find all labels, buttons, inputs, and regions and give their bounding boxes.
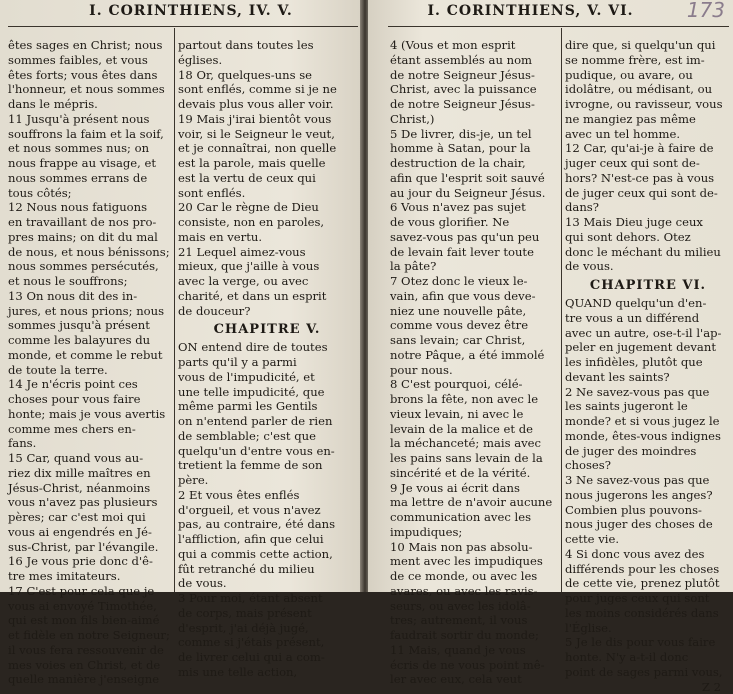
text-line: point de sages parmi vous,	[565, 665, 731, 680]
text-line: fans.	[8, 436, 173, 451]
text-line: 4 (Vous et mon esprit	[390, 38, 562, 53]
text-line: l'affliction, afin que celui	[178, 532, 356, 547]
text-line: levain de la malice et de	[390, 422, 562, 437]
text-line: tre mes imitateurs.	[8, 569, 173, 584]
text-line: sans levain; car Christ,	[390, 333, 562, 348]
text-line: comme vous devez être	[390, 318, 562, 333]
left-page-header: I. CORINTHIENS, IV. V.	[20, 3, 362, 19]
text-line: nous frappe au visage, et	[8, 156, 173, 171]
right-page	[368, 0, 733, 592]
text-line: ivrogne, ou ravisseur, vous	[565, 97, 731, 112]
text-line: 9 Je vous ai écrit dans	[390, 481, 562, 496]
text-line: monde? et si vous jugez le	[565, 414, 731, 429]
text-line: sommes jusqu'à présent	[8, 318, 173, 333]
right-page-column-1	[390, 38, 562, 687]
text-line: les pains sans levain de la	[390, 451, 562, 466]
text-line: idolâtre, ou médisant, ou	[565, 82, 731, 97]
text-line: vous de l'impudicité, et	[178, 370, 356, 385]
text-line: 2 Ne savez-vous pas que	[565, 385, 731, 400]
text-line: avares, ou avec les ravis-	[390, 584, 562, 599]
header-rule	[8, 26, 358, 27]
text-line: on n'entend parler de rien	[178, 414, 356, 429]
text-line: en travaillant de nos pro-	[8, 215, 173, 230]
text-line: qui a commis cette action,	[178, 547, 356, 562]
text-line: 5 De livrer, dis-je, un tel	[390, 127, 562, 142]
text-line: de levain fait lever toute	[390, 245, 562, 260]
text-line: vieux levain, ni avec le	[390, 407, 562, 422]
text-line: de semblable; c'est que	[178, 429, 356, 444]
text-line: d'orgueil, et vous n'avez	[178, 503, 356, 518]
text-line: 19 Mais j'irai bientôt vous	[178, 112, 356, 127]
text-line: dire que, si quelqu'un qui	[565, 38, 731, 53]
text-line: avec la verge, ou avec	[178, 274, 356, 289]
text-line: honte; mais je vous avertis	[8, 407, 173, 422]
text-line: quelle manière j'enseigne	[8, 672, 173, 687]
text-line: devant les saints?	[565, 370, 731, 385]
text-line: 12 Nous nous fatiguons	[8, 200, 173, 215]
text-line: pres mains; on dit du mal	[8, 230, 173, 245]
text-line: qui sont dehors. Otez	[565, 230, 731, 245]
text-line: sont enflés.	[178, 186, 356, 201]
text-line: QUAND quelqu'un d'en-	[565, 296, 731, 311]
text-line: afin que l'esprit soit sauvé	[390, 171, 562, 186]
text-line: comme si j'étais présent,	[178, 635, 356, 650]
text-line: consiste, non en paroles,	[178, 215, 356, 230]
chapter-title: CHAPITRE V.	[178, 318, 356, 340]
text-line: ne mangiez pas même	[565, 112, 731, 127]
text-line: 18 Or, quelques-uns se	[178, 68, 356, 83]
text-line: les infidèles, plutôt que	[565, 355, 731, 370]
text-line: peler en jugement devant	[565, 340, 731, 355]
text-line: tres; autrement, il vous	[390, 613, 562, 628]
text-line: de toute la terre.	[8, 363, 173, 378]
text-line: tretient la femme de son	[178, 458, 356, 473]
text-line: qui est mon fils bien-aimé	[8, 613, 173, 628]
text-line: églises.	[178, 53, 356, 68]
text-line: Combien plus pouvons-	[565, 503, 731, 518]
text-line: 21 Lequel aimez-vous	[178, 245, 356, 260]
text-line: l'Église.	[565, 621, 731, 636]
text-line: la méchanceté; mais avec	[390, 436, 562, 451]
text-line: de juger ceux qui sont de-	[565, 186, 731, 201]
text-line: dans?	[565, 200, 731, 215]
text-line: voir, si le Seigneur le veut,	[178, 127, 356, 142]
text-line: choses pour vous faire	[8, 392, 173, 407]
text-line: niez une nouvelle pâte,	[390, 304, 562, 319]
text-line: homme à Satan, pour la	[390, 141, 562, 156]
text-line: mais en vertu.	[178, 230, 356, 245]
text-line: de cette vie, prenez plutôt	[565, 576, 731, 591]
text-line: la pâte?	[390, 259, 562, 274]
text-line: pères; car c'est moi qui	[8, 510, 173, 525]
text-line: et fidèle en notre Seigneur;	[8, 628, 173, 643]
handwritten-page-number: 173	[687, 0, 725, 22]
text-line: ler avec eux, cela veut	[390, 672, 562, 687]
text-line: 3 Pour moi, étant absent	[178, 591, 356, 606]
text-line: est la parole, mais quelle	[178, 156, 356, 171]
text-line: Jésus-Christ, néanmoins	[8, 481, 173, 496]
text-line: 12 Car, qu'ai-je à faire de	[565, 141, 731, 156]
text-line: monde, êtes-vous indignes	[565, 429, 731, 444]
text-line: et nous le souffrons;	[8, 274, 173, 289]
text-line: et je connaîtrai, non quelle	[178, 141, 356, 156]
text-line: pour juges ceux qui sont	[565, 591, 731, 606]
text-line: de vous.	[565, 259, 731, 274]
text-line: mes voies en Christ, et de	[8, 658, 173, 673]
text-line: notre Pâque, a été immolé	[390, 348, 562, 363]
text-line: 5 Je le dis pour vous faire	[565, 635, 731, 650]
text-line: sincérité et de la vérité.	[390, 466, 562, 481]
text-line: d'esprit, j'ai déjà jugé,	[178, 621, 356, 636]
text-line: nous juger des choses de	[565, 517, 731, 532]
text-line: il vous fera ressouvenir de	[8, 643, 173, 658]
text-line: monde, et comme le rebut	[8, 348, 173, 363]
text-line: devais plus vous aller voir.	[178, 97, 356, 112]
text-line: 3 Ne savez-vous pas que	[565, 473, 731, 488]
text-line: une telle impudicité, que	[178, 385, 356, 400]
text-line: vain, afin que vous deve-	[390, 289, 562, 304]
text-line: 6 Vous n'avez pas sujet	[390, 200, 562, 215]
text-line: fût retranché du milieu	[178, 562, 356, 577]
signature-mark: Z 2	[565, 680, 731, 694]
text-line: sommes faibles, et vous	[8, 53, 173, 68]
text-line: 8 C'est pourquoi, célé-	[390, 377, 562, 392]
text-line: de corps, mais présent	[178, 606, 356, 621]
text-line: ment avec les impudiques	[390, 554, 562, 569]
text-line: 11 Jusqu'à présent nous	[8, 112, 173, 127]
text-line: souffrons la faim et la soif,	[8, 127, 173, 142]
text-line: tous côtés;	[8, 186, 173, 201]
text-line: 14 Je n'écris point ces	[8, 377, 173, 392]
text-line: jures, et nous prions; nous	[8, 304, 173, 319]
text-line: pour nous.	[390, 363, 562, 378]
text-line: vous ai engendrés en Jé-	[8, 525, 173, 540]
text-line: seurs, ou avec les idolâ-	[390, 599, 562, 614]
text-line: Christ, avec la puissance	[390, 82, 562, 97]
text-line: les saints jugeront le	[565, 399, 731, 414]
text-line: différends pour les choses	[565, 562, 731, 577]
text-line: l'honneur, et nous sommes	[8, 82, 173, 97]
text-line: vous n'avez pas plusieurs	[8, 495, 173, 510]
text-line: père.	[178, 473, 356, 488]
text-line: 13 Mais Dieu juge ceux	[565, 215, 731, 230]
text-line: sus-Christ, par l'évangile.	[8, 540, 173, 555]
right-page-column-2	[565, 38, 731, 694]
text-line: partout dans toutes les	[178, 38, 356, 53]
text-line: Christ,)	[390, 112, 562, 127]
text-line: comme mes chers en-	[8, 422, 173, 437]
text-line: impudiques;	[390, 525, 562, 540]
text-line: 15 Car, quand vous au-	[8, 451, 173, 466]
text-line: êtes sages en Christ; nous	[8, 38, 173, 53]
text-line: 17 C'est pour cela que je	[8, 584, 173, 599]
text-line: honte. N'y a-t-il donc	[565, 650, 731, 665]
text-line: de notre Seigneur Jésus-	[390, 97, 562, 112]
text-line: 4 Si donc vous avez des	[565, 547, 731, 562]
column-rule	[174, 28, 175, 592]
text-line: mieux, que j'aille à vous	[178, 259, 356, 274]
text-line: nous sommes errans de	[8, 171, 173, 186]
right-page-header: I. CORINTHIENS, V. VI.	[328, 3, 733, 19]
text-line: et nous sommes nus; on	[8, 141, 173, 156]
text-line: êtes forts; vous êtes dans	[8, 68, 173, 83]
text-line: nous jugerons les anges?	[565, 488, 731, 503]
text-line: 2 Et vous êtes enflés	[178, 488, 356, 503]
text-line: savez-vous pas qu'un peu	[390, 230, 562, 245]
text-line: dans le mépris.	[8, 97, 173, 112]
text-line: 13 On nous dit des in-	[8, 289, 173, 304]
text-line: 10 Mais non pas absolu-	[390, 540, 562, 555]
text-line: 16 Je vous prie donc d'ê-	[8, 554, 173, 569]
text-line: 11 Mais, quand je vous	[390, 643, 562, 658]
text-line: de livrer celui qui a com-	[178, 650, 356, 665]
left-page-column-1	[8, 38, 173, 687]
text-line: les moins considérés dans	[565, 606, 731, 621]
text-line: de juger des moindres	[565, 444, 731, 459]
chapter-title: CHAPITRE VI.	[565, 274, 731, 296]
text-line: nous sommes persécutés,	[8, 259, 173, 274]
text-line: tre vous a un différend	[565, 311, 731, 326]
text-line: parts qu'il y a parmi	[178, 355, 356, 370]
text-line: avec un tel homme.	[565, 127, 731, 142]
header-rule	[388, 26, 729, 27]
text-line: pas, au contraire, été dans	[178, 517, 356, 532]
text-line: de douceur?	[178, 304, 356, 319]
text-line: cette vie.	[565, 532, 731, 547]
text-line: est la vertu de ceux qui	[178, 171, 356, 186]
text-line: pudique, ou avare, ou	[565, 68, 731, 83]
text-line: se nomme frère, est im-	[565, 53, 731, 68]
text-line: 7 Otez donc le vieux le-	[390, 274, 562, 289]
text-line: ON entend dire de toutes	[178, 340, 356, 355]
text-line: hors? N'est-ce pas à vous	[565, 171, 731, 186]
text-line: donc le méchant du milieu	[565, 245, 731, 260]
text-line: avec un autre, ose-t-il l'ap-	[565, 326, 731, 341]
text-line: communication avec les	[390, 510, 562, 525]
text-line: sont enflés, comme si je ne	[178, 82, 356, 97]
text-line: brons la fête, non avec le	[390, 392, 562, 407]
text-line: de vous.	[178, 576, 356, 591]
text-line: de ce monde, ou avec les	[390, 569, 562, 584]
text-line: charité, et dans un esprit	[178, 289, 356, 304]
text-line: de notre Seigneur Jésus-	[390, 68, 562, 83]
text-line: de nous, et nous bénissons;	[8, 245, 173, 260]
text-line: 20 Car le règne de Dieu	[178, 200, 356, 215]
text-line: quelqu'un d'entre vous en-	[178, 444, 356, 459]
text-line: écris de ne vous point mê-	[390, 658, 562, 673]
text-line: étant assemblés au nom	[390, 53, 562, 68]
text-line: destruction de la chair,	[390, 156, 562, 171]
text-line: au jour du Seigneur Jésus.	[390, 186, 562, 201]
text-line: ma lettre de n'avoir aucune	[390, 495, 562, 510]
text-line: comme les balayures du	[8, 333, 173, 348]
text-line: juger ceux qui sont de-	[565, 156, 731, 171]
text-line: vous ai envoyé Timothée,	[8, 599, 173, 614]
text-line: même parmi les Gentils	[178, 399, 356, 414]
text-line: mis une telle action,	[178, 665, 356, 680]
text-line: riez dix mille maîtres en	[8, 466, 173, 481]
text-line: choses?	[565, 458, 731, 473]
left-page	[0, 0, 362, 592]
text-line: faudrait sortir du monde;	[390, 628, 562, 643]
text-line: de vous glorifier. Ne	[390, 215, 562, 230]
left-page-column-2	[178, 38, 356, 680]
